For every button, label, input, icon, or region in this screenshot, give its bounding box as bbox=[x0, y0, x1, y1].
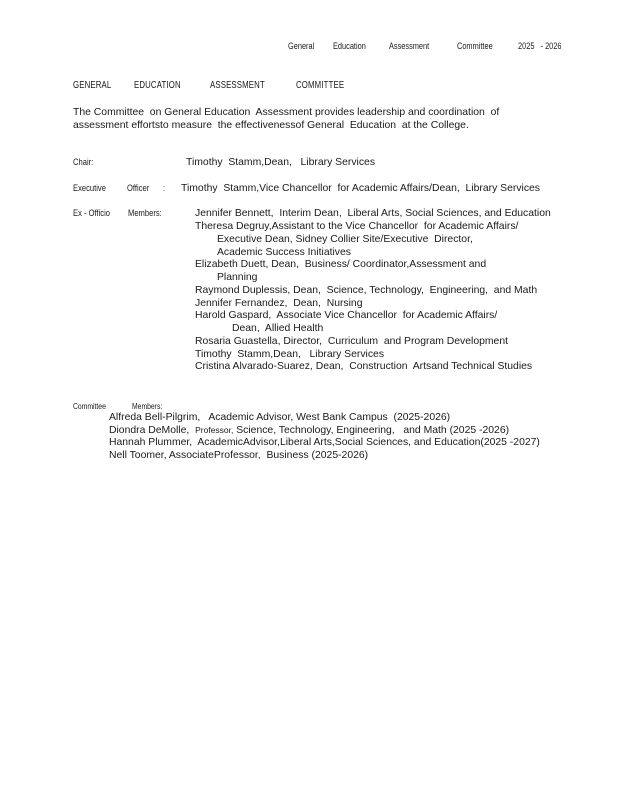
header-years: 2025 - 2026 bbox=[518, 41, 562, 51]
header-word-assessment: Assessment bbox=[389, 41, 430, 51]
ex-officio-member-line: Planning bbox=[217, 272, 258, 283]
ex-officio-member-line: Elizabeth Duett, Dean, Business/ Coordinator,Assessment and bbox=[195, 259, 487, 270]
ex-officio-member-line: Raymond Duplessis, Dean, Science, Technology, Engineering, and Math bbox=[195, 285, 538, 296]
chair-value: Timothy Stamm,Dean, Library Services bbox=[186, 157, 376, 168]
chair-label: Chair: bbox=[73, 157, 94, 168]
committee-label: Committee bbox=[73, 401, 106, 411]
title-word-education: EDUCATION bbox=[134, 80, 181, 91]
ex-officio-member-line: Timothy Stamm,Dean, Library Services bbox=[195, 349, 385, 360]
committee-member-line: Hannah Plummer, AcademicAdvisor,Liberal Arts,Social Sciences, and Education(2025 -2027) bbox=[109, 437, 540, 448]
executive-label: Executive bbox=[73, 183, 106, 194]
title-word-committee: COMMITTEE bbox=[296, 80, 345, 91]
ex-officio-member-line: Jennifer Bennett, Interim Dean, Liberal Arts, Social Sciences, and Education bbox=[195, 208, 551, 219]
executive-value: Timothy Stamm,Vice Chancellor for Academic Affairs/Dean, Library Services bbox=[181, 183, 540, 194]
ex-officio-member-line: Cristina Alvarado-Suarez, Dean, Construction Artsand Technical Studies bbox=[195, 361, 533, 372]
ex-officio-member-line: Dean, Allied Health bbox=[232, 323, 324, 334]
member-title: Professor, bbox=[195, 425, 234, 435]
ex-officio-member-line: Executive Dean, Sidney Collier Site/Executive Director, bbox=[217, 234, 473, 245]
committee-member-line: Alfreda Bell-Pilgrim, Academic Advisor, West Bank Campus (2025-2026) bbox=[109, 412, 451, 423]
intro-line: The Committee on General Education Assessment provides leadership and coordination of bbox=[73, 107, 500, 118]
header-word-education: Education bbox=[333, 41, 366, 51]
member-name: Diondra DeMolle, bbox=[109, 425, 190, 436]
header-word-committee: Committee bbox=[457, 41, 493, 51]
member-detail: Science, Technology, Engineering, and Math (2025 -2026) bbox=[236, 425, 510, 436]
ex-officio-member-line: Theresa Degruy,Assistant to the Vice Chancellor for Academic Affairs/ bbox=[195, 221, 519, 232]
members-label: Members: bbox=[132, 401, 163, 411]
title-word-general: GENERAL bbox=[73, 80, 112, 91]
committee-member-line: Nell Toomer, AssociateProfessor, Business (2025-2026) bbox=[109, 450, 369, 461]
ex-officio-label: Ex - Officio bbox=[73, 208, 111, 219]
members-label: Members: bbox=[128, 208, 162, 219]
title-word-assessment: ASSESSMENT bbox=[210, 80, 265, 91]
ex-officio-member-line: Jennifer Fernandez, Dean, Nursing bbox=[195, 298, 363, 309]
ex-officio-member-line: Harold Gaspard, Associate Vice Chancellor for Academic Affairs/ bbox=[195, 310, 498, 321]
header-word-general: General bbox=[288, 41, 315, 51]
ex-officio-member-line: Rosaria Guastella, Director, Curriculum and Program Development bbox=[195, 336, 508, 347]
ex-officio-member-line: Academic Success Initiatives bbox=[217, 247, 351, 258]
executive-colon: : bbox=[163, 183, 166, 194]
officer-label: Officer bbox=[127, 183, 150, 194]
intro-line: assessment effortsto measure the effectivenessof General Education at the College. bbox=[73, 120, 469, 131]
